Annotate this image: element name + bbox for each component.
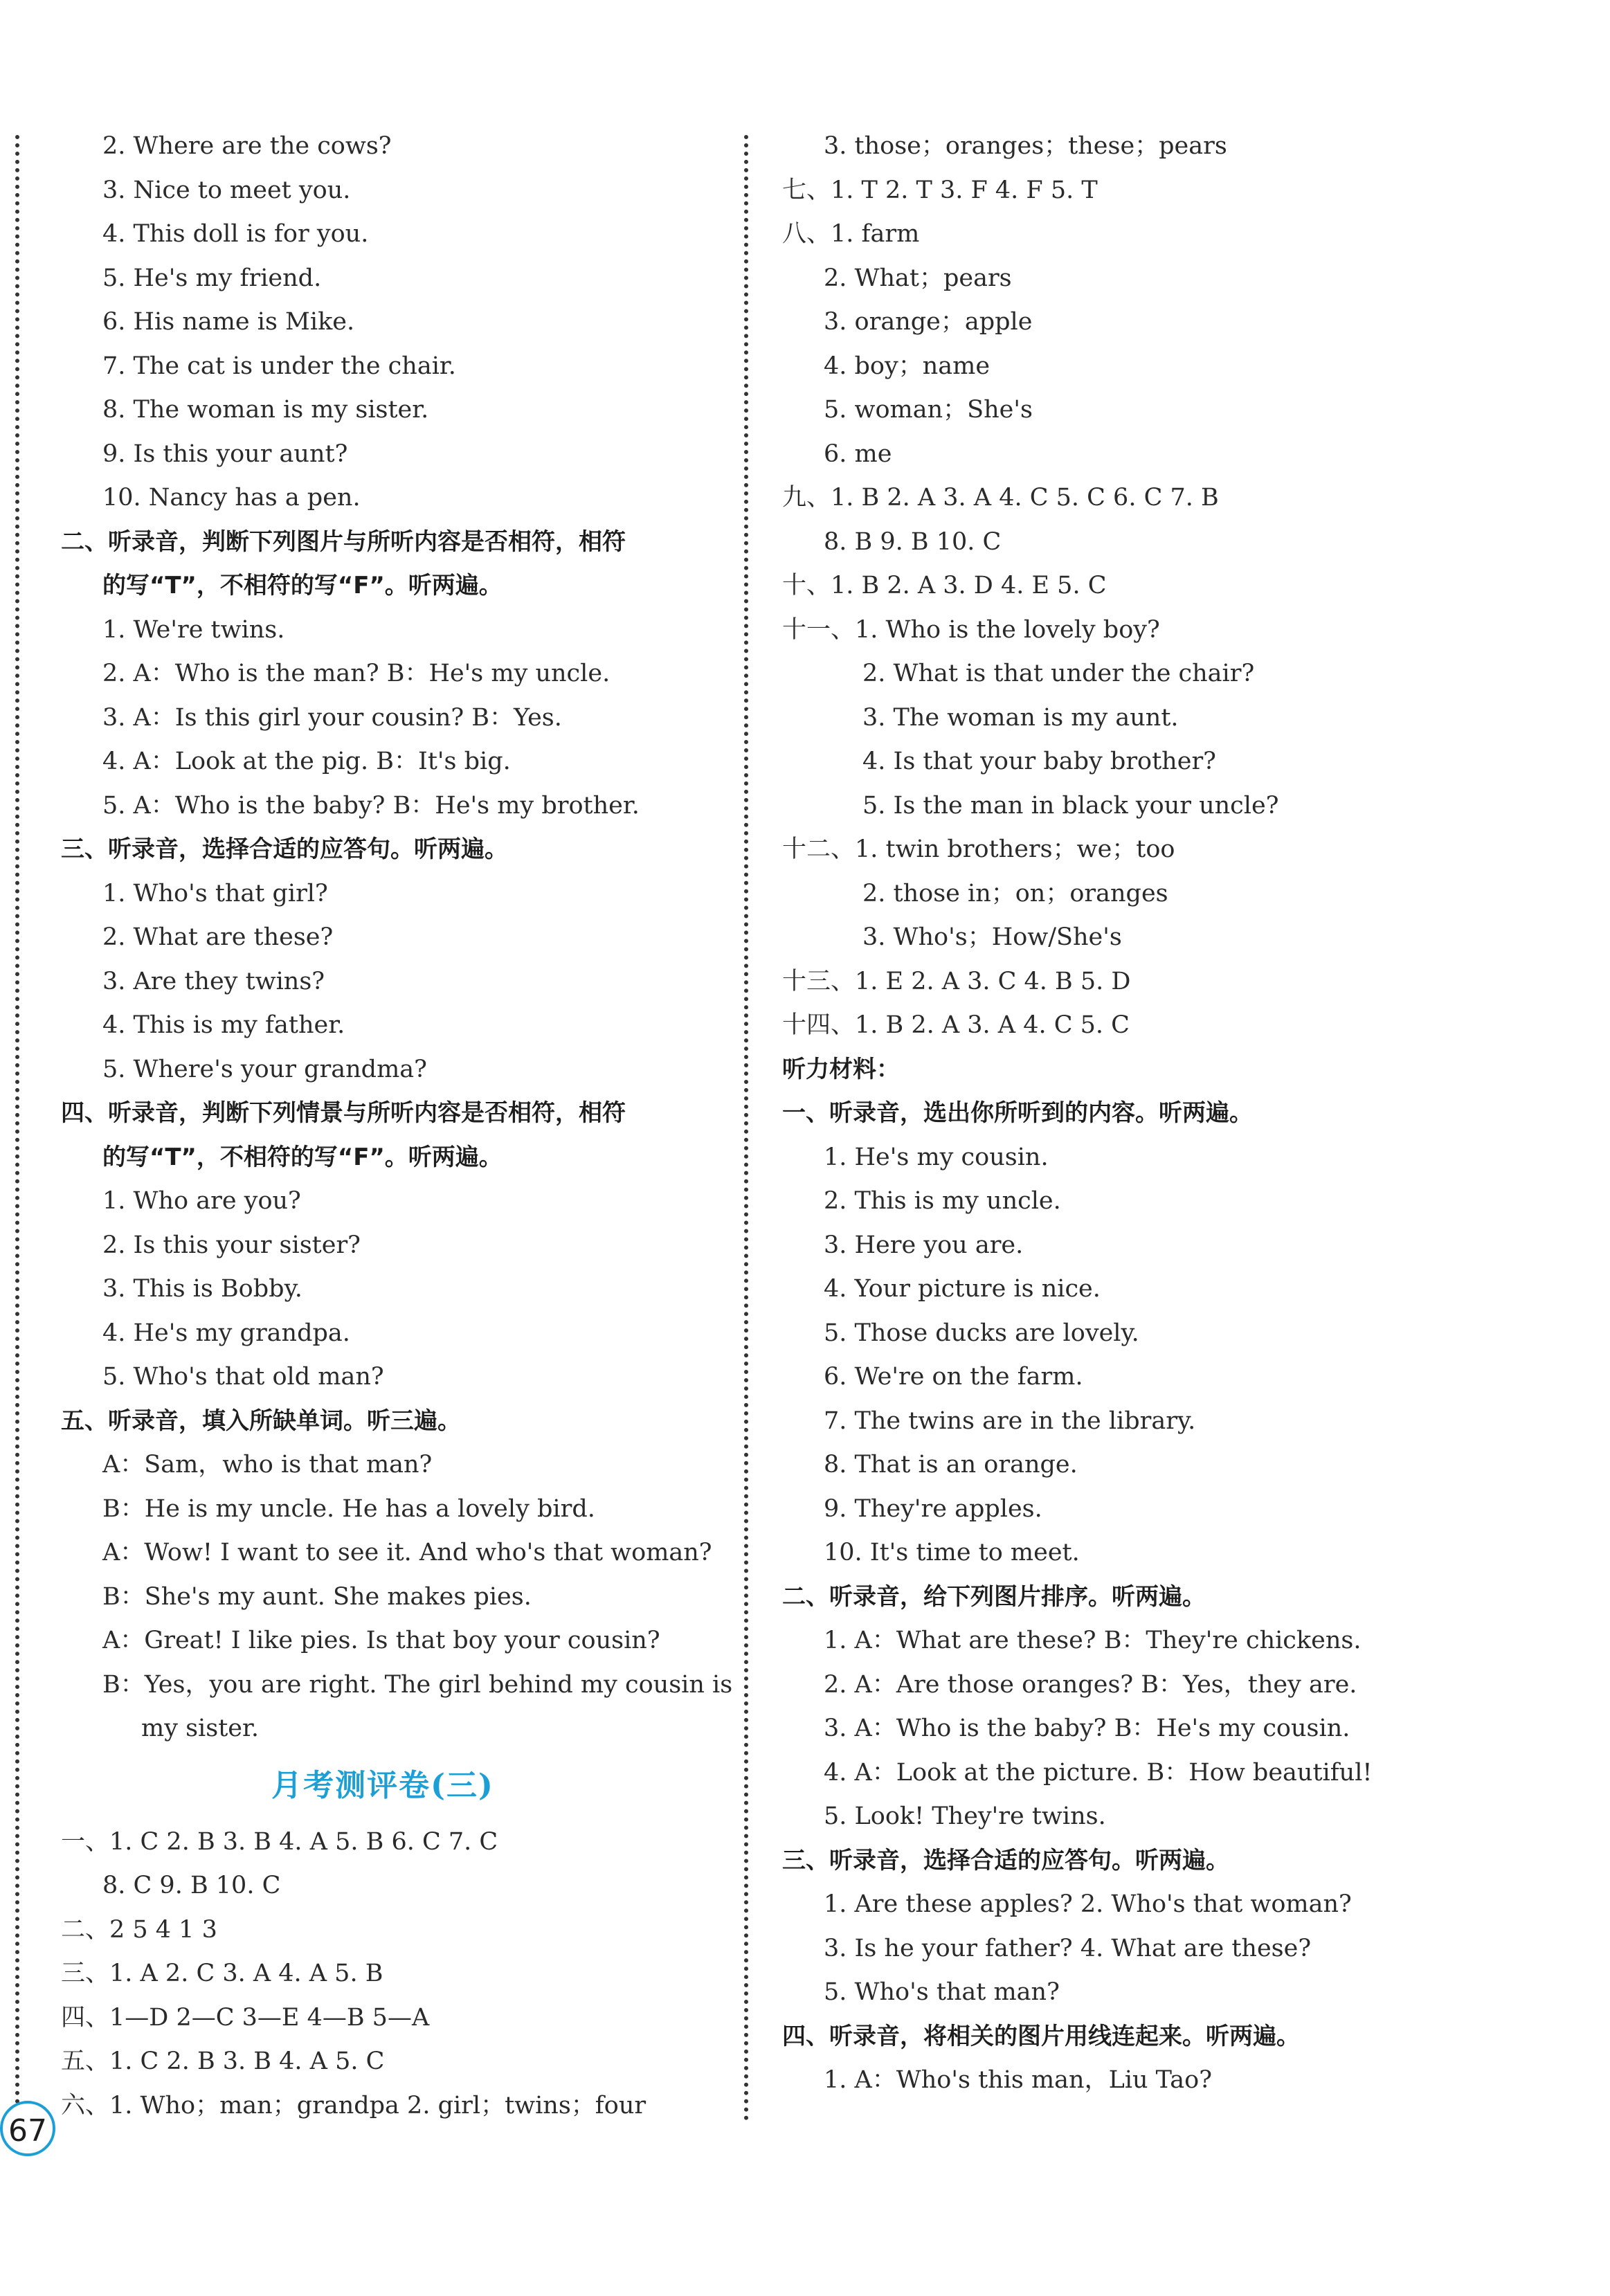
text-line: 2. This is my uncle. <box>824 1187 1061 1215</box>
text-line: 4. This is my father. <box>102 1011 345 1039</box>
text-line: 5. Those ducks are lovely. <box>824 1319 1139 1347</box>
text-line: 十二、1. twin brothers；we；too <box>782 835 1175 863</box>
text-line: 5. He's my friend. <box>102 264 322 292</box>
text-line: 5. Who's that old man? <box>102 1363 384 1391</box>
text-line: 十三、1. E 2. A 3. C 4. B 5. D <box>782 967 1131 995</box>
text-line: 5. Look! They're twins. <box>824 1802 1106 1830</box>
text-line: A：Sam，who is that man? <box>102 1451 433 1479</box>
section-heading: 三、听录音，选择合适的应答句。听两遍。 <box>782 1846 1229 1874</box>
text-line: 3. The woman is my aunt. <box>862 703 1179 732</box>
text-line: 2. What is that under the chair? <box>862 660 1255 687</box>
text-line: 8. C 9. B 10. C <box>102 1872 281 1899</box>
text-line: 三、1. A 2. C 3. A 4. A 5. B <box>61 1960 383 1987</box>
text-line: 5. Who's that man? <box>824 1978 1060 2006</box>
text-line: 5. woman；She's <box>824 396 1033 424</box>
section-heading: 的写“T”，不相符的写“F”。听两遍。 <box>102 572 503 599</box>
text-line: 10. It's time to meet. <box>824 1539 1080 1566</box>
text-line: 9. Is this your aunt? <box>102 440 348 468</box>
text-line: 4. This doll is for you. <box>102 220 369 248</box>
text-line: 6. We're on the farm. <box>824 1363 1083 1391</box>
text-line: 4. Your picture is nice. <box>824 1275 1101 1303</box>
section-heading: 二、听录音，给下列图片排序。听两遍。 <box>782 1582 1206 1611</box>
text-line: 十一、1. Who is the lovely boy? <box>782 615 1160 644</box>
text-line: 七、1. T 2. T 3. F 4. F 5. T <box>782 176 1098 204</box>
text-line: 5. Where's your grandma? <box>102 1055 427 1083</box>
text-line: 6. His name is Mike. <box>102 308 355 336</box>
text-line: 4. A：Look at the picture. B：How beautiful! <box>824 1758 1373 1787</box>
text-line: 2. What；pears <box>824 264 1012 292</box>
text-line: 3. Is he your father? 4. What are these? <box>824 1934 1312 1962</box>
text-line: 7. The cat is under the chair. <box>102 352 456 380</box>
text-line: 3. orange；apple <box>824 308 1033 336</box>
right-lines <box>782 125 1537 2103</box>
section-heading: 四、听录音，判断下列情景与所听内容是否相符，相符 <box>61 1099 626 1127</box>
text-line: 4. He's my grandpa. <box>102 1319 350 1347</box>
text-line: 3. Nice to meet you. <box>102 176 351 204</box>
text-line: 8. The woman is my sister. <box>102 396 429 424</box>
text-line: 3. A：Is this girl your cousin? B：Yes. <box>102 703 562 732</box>
text-line: 二、2 5 4 1 3 <box>61 1915 217 1944</box>
text-line: 1. A：Who's this man，Liu Tao? <box>824 2066 1213 2094</box>
text-line: 4. A：Look at the pig. B：It's big. <box>102 748 511 775</box>
section-heading: 听力材料： <box>782 1055 900 1083</box>
right-column <box>782 125 1537 2103</box>
text-line: 1. A：What are these? B：They're chickens. <box>824 1627 1362 1654</box>
section-heading: 的写“T”，不相符的写“F”。听两遍。 <box>102 1143 503 1171</box>
text-line: 2. A：Are those oranges? B：Yes，they are. <box>824 1670 1357 1699</box>
text-line: 2. Is this your sister? <box>102 1231 361 1259</box>
left-answers <box>61 1820 705 2128</box>
text-line: 4. Is that your baby brother? <box>862 748 1216 775</box>
text-line: 2. A：Who is the man? B：He's my uncle. <box>102 660 610 687</box>
text-line: 3. Are they twins? <box>102 967 325 995</box>
page-number: 67 <box>0 2101 55 2156</box>
text-line: 六、1. Who；man；grandpa 2. girl；twins；four <box>61 2091 646 2119</box>
text-line: 3. This is Bobby. <box>102 1275 302 1303</box>
text-line: 10. Nancy has a pen. <box>102 484 361 512</box>
text-line: 十、1. B 2. A 3. D 4. E 5. C <box>782 572 1107 599</box>
text-line: 3. A：Who is the baby? B：He's my cousin. <box>824 1715 1350 1742</box>
text-line: B：She's my aunt. She makes pies. <box>102 1582 532 1611</box>
text-line: 1. We're twins. <box>102 615 285 644</box>
text-line: 1. Who are you? <box>102 1187 301 1215</box>
text-line: 1. Are these apples? 2. Who's that woman? <box>824 1890 1352 1918</box>
text-line: 五、1. C 2. B 3. B 4. A 5. C <box>61 2048 385 2075</box>
text-line: 6. me <box>824 440 892 468</box>
text-line: 8. B 9. B 10. C <box>824 527 1002 556</box>
text-line: 八、1. farm <box>782 220 920 248</box>
text-line: 2. Where are the cows? <box>102 132 392 160</box>
left-column <box>61 125 733 2128</box>
text-line: A：Great! I like pies. Is that boy your cousin? <box>102 1627 660 1654</box>
text-line: A：Wow! I want to see it. And who's that woman? <box>102 1539 712 1566</box>
text-line: 2. those in；on；oranges <box>862 879 1168 907</box>
section-heading: 五、听录音，填入所缺单词。听三遍。 <box>61 1407 461 1435</box>
text-line: 九、1. B 2. A 3. A 4. C 5. C 6. C 7. B <box>782 484 1219 512</box>
text-line: 1. Who's that girl? <box>102 879 328 907</box>
text-line: 4. boy；name <box>824 352 991 380</box>
text-line: 8. That is an orange. <box>824 1451 1078 1479</box>
text-line: 3. those；oranges；these；pears <box>824 132 1227 160</box>
left-lines <box>61 125 733 1751</box>
left-binding-dots <box>15 135 19 2122</box>
text-line: my sister. <box>141 1715 259 1742</box>
text-line: 7. The twins are in the library. <box>824 1407 1196 1435</box>
section-heading: 二、听录音，判断下列图片与所听内容是否相符，相符 <box>61 527 626 556</box>
section-heading: 三、听录音，选择合适的应答句。听两遍。 <box>61 835 508 863</box>
text-line: 9. They're apples. <box>824 1494 1042 1523</box>
section-heading: 一、听录音，选出你所听到的内容。听两遍。 <box>782 1099 1253 1127</box>
text-line: 3. Here you are. <box>824 1231 1024 1259</box>
text-line: 5. A：Who is the baby? B：He's my brother. <box>102 791 640 820</box>
text-line: B：He is my uncle. He has a lovely bird. <box>102 1494 595 1523</box>
text-line: 四、1—D 2—C 3—E 4—B 5—A <box>61 2003 430 2032</box>
text-line: 十四、1. B 2. A 3. A 4. C 5. C <box>782 1011 1130 1039</box>
text-line: B：Yes，you are right. The girl behind my cousin is <box>102 1670 733 1699</box>
text-line: 5. Is the man in black your uncle? <box>862 791 1279 820</box>
text-line: 一、1. C 2. B 3. B 4. A 5. B 6. C 7. C <box>61 1827 498 1856</box>
section-heading: 四、听录音，将相关的图片用线连起来。听两遍。 <box>782 2022 1300 2050</box>
text-line: 1. He's my cousin. <box>824 1143 1049 1171</box>
text-line: 2. What are these? <box>102 923 334 951</box>
center-binding-dots <box>744 135 748 2122</box>
section-title: 月考测评卷(三) <box>271 1767 494 1803</box>
text-line: 3. Who's；How/She's <box>862 923 1122 951</box>
